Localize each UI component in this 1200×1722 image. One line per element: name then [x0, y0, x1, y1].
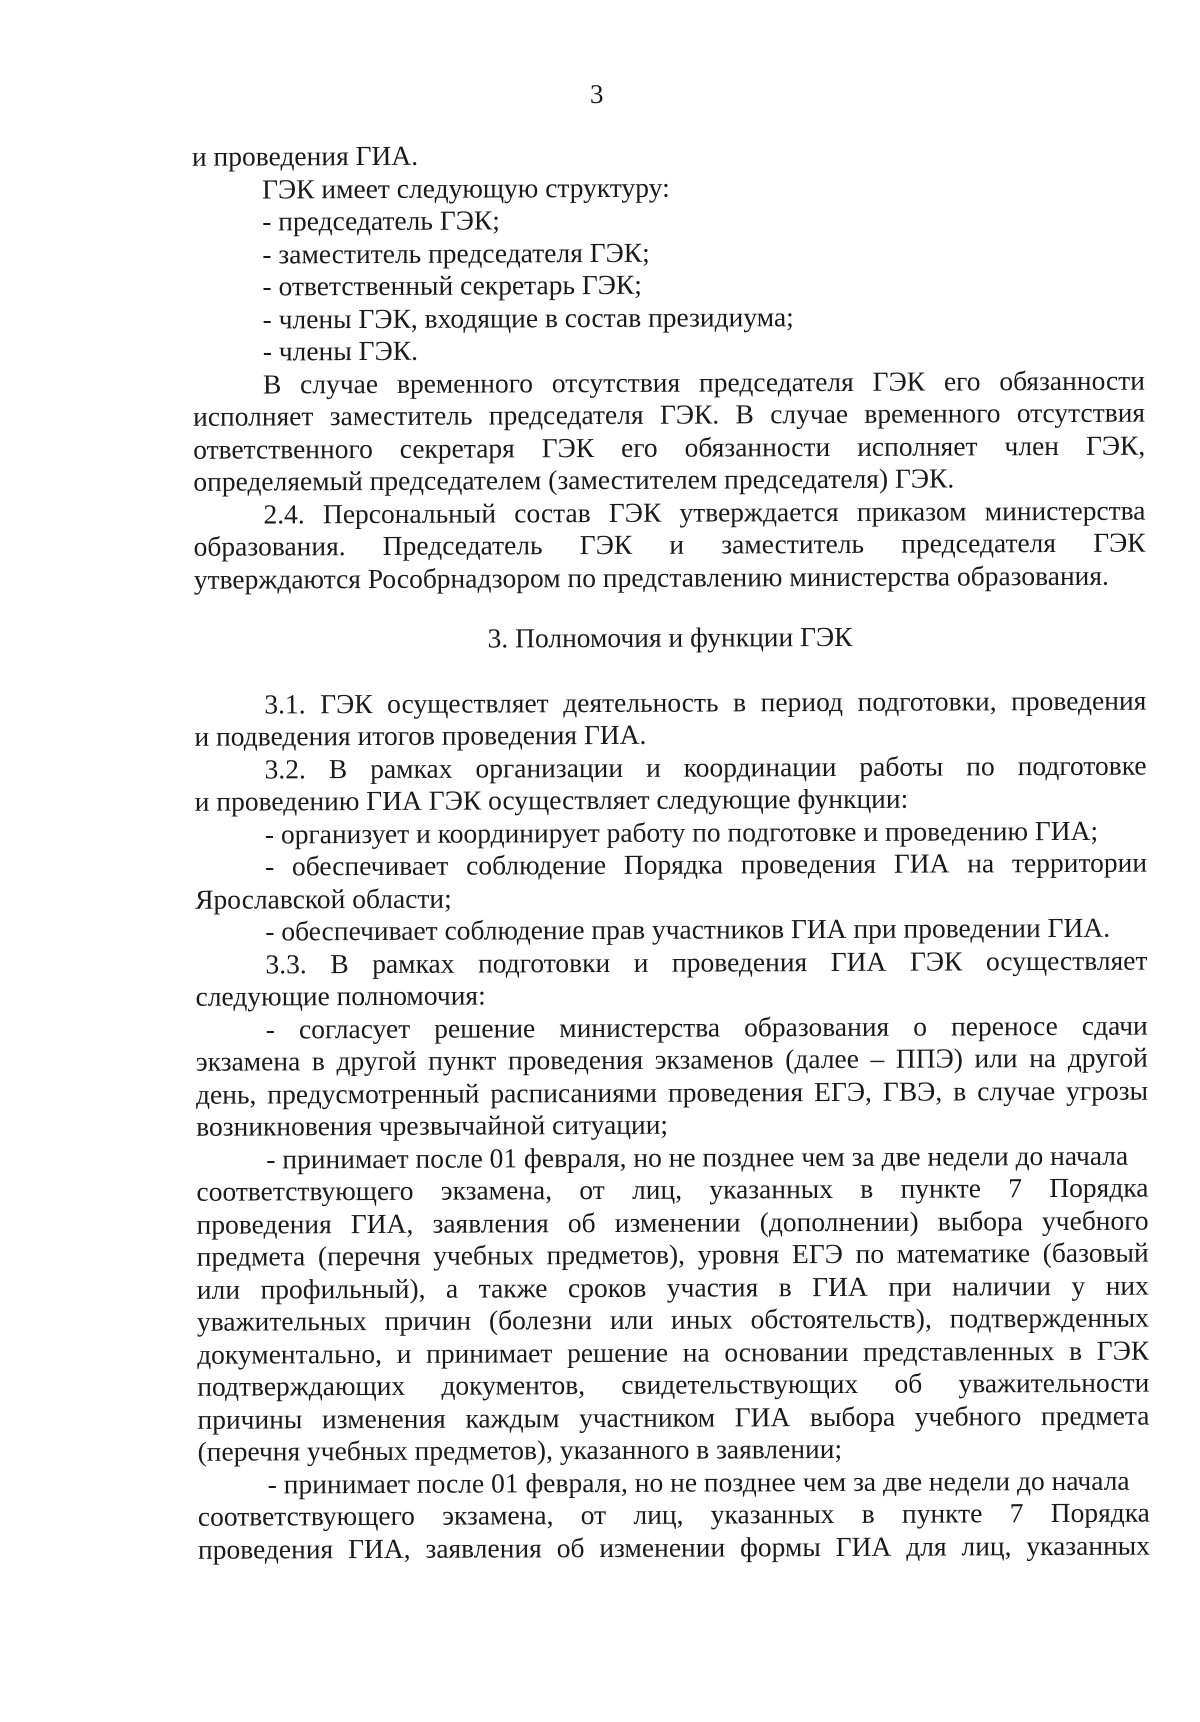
text-line: исполняет заместитель председателя ГЭК. В случае временного отсутствия: [192, 396, 1146, 432]
text-line: проведения ГИА, заявления об изменении формы ГИА для лиц, указанных: [197, 1529, 1151, 1565]
spacer: [194, 592, 1146, 624]
text-line: соответствующего экзамена, от лиц, указанных в пункте 7 Порядка: [196, 1171, 1149, 1207]
text-line: утверждаются Рособрнадзором по представлению министерства образования.: [193, 559, 1109, 595]
text-line: возникновения чрезвычайной ситуации;: [196, 1108, 669, 1142]
text-line: В случае временного отсутствия председателя ГЭК его обязанности: [262, 364, 1145, 399]
spacer: [194, 652, 1146, 688]
text-line: 3.2. В рамках организации и координации работы по подготовке: [264, 749, 1147, 784]
text-line: и подведения итогов проведения ГИА.: [194, 718, 647, 752]
text-line: уважительных причин (болезни или иных обстоятельств), подтвержденных: [196, 1301, 1150, 1337]
text-line: - обеспечивает соблюдение Порядка проведения ГИА на территории: [264, 846, 1148, 882]
text-line: день, предусмотренный расписаниями проведения ЕГЭ, ГВЭ, в случае угрозы: [195, 1074, 1149, 1110]
text-line: Ярославской области;: [195, 882, 452, 915]
text-line: - заместитель председателя ГЭК;: [262, 236, 650, 269]
text-line: - согласует решение министерства образования о переносе сдачи: [265, 1009, 1148, 1044]
section-2-continuation: [192, 137, 1146, 596]
text-line: причины изменения каждым участником ГИА выбора учебного предмета: [197, 1399, 1150, 1435]
text-line: и проведению ГИА ГЭК осуществляет следующие функции:: [194, 782, 909, 817]
text-line: - организует и координирует работу по подготовке и проведению ГИА;: [264, 814, 1099, 849]
text-line: - обеспечивает соблюдение прав участников ГИА при проведении ГИА.: [265, 911, 1111, 947]
text-line: документально, и принимает решение на основании представленных в ГЭК: [197, 1334, 1150, 1370]
text-line: - принимает после 01 февраля, но не позднее чем за две недели до начала: [267, 1464, 1130, 1499]
text-line: (перечня учебных предметов), указанного в заявлении;: [197, 1432, 843, 1467]
document-body: [192, 137, 1150, 1566]
text-line: экзамена в другой пункт проведения экзаменов (далее – ППЭ) или на другой: [195, 1041, 1148, 1077]
section-3-body: [194, 684, 1150, 1566]
text-line: проведения ГИА, заявления об изменении (дополнении) выбора учебного: [196, 1204, 1149, 1240]
text-line: - ответственный секретарь ГЭК;: [262, 268, 642, 302]
section-heading: 3. Полномочия и функции ГЭК: [487, 620, 853, 654]
text-line: - члены ГЭК.: [262, 334, 418, 367]
text-line: 2.4. Персональный состав ГЭК утверждается приказом министерства: [263, 494, 1146, 529]
text-line: и проведения ГИА.: [191, 139, 419, 172]
text-line: - председатель ГЭК;: [262, 204, 500, 237]
text-line: подтверждающих документов, свидетельствующих об уважительности: [197, 1366, 1150, 1402]
text-line: - принимает после 01 февраля, но не позднее чем за две недели до начала: [266, 1139, 1129, 1174]
text-line: следующие полномочия:: [195, 979, 486, 1012]
text-line: 3.1. ГЭК осуществляет деятельность в период подготовки, проведения: [264, 684, 1147, 719]
text-line: соответствующего экзамена, от лиц, указанных в пункте 7 Порядка: [197, 1496, 1150, 1532]
text-line: определяемый председателем (заместителем председателя) ГЭК.: [193, 462, 955, 497]
text-line: 3.3. В рамках подготовки и проведения ГИА ГЭК осуществляет: [265, 944, 1148, 979]
page-number: 3: [589, 78, 604, 110]
text-line: или профильный), а также сроков участия в ГИА при наличии у них: [196, 1269, 1149, 1305]
text-line: ответственного секретаря ГЭК его обязанности исполняет член ГЭК,: [193, 429, 1146, 465]
text-line: образования. Председатель ГЭК и заместитель председателя ГЭК: [193, 526, 1146, 562]
text-line: - члены ГЭК, входящие в состав президиума;: [262, 300, 794, 334]
text-line: предмета (перечня учебных предметов), уровня ЕГЭ по математике (базовый: [196, 1236, 1149, 1272]
text-line: ГЭК имеет следующую структуру:: [261, 171, 670, 204]
